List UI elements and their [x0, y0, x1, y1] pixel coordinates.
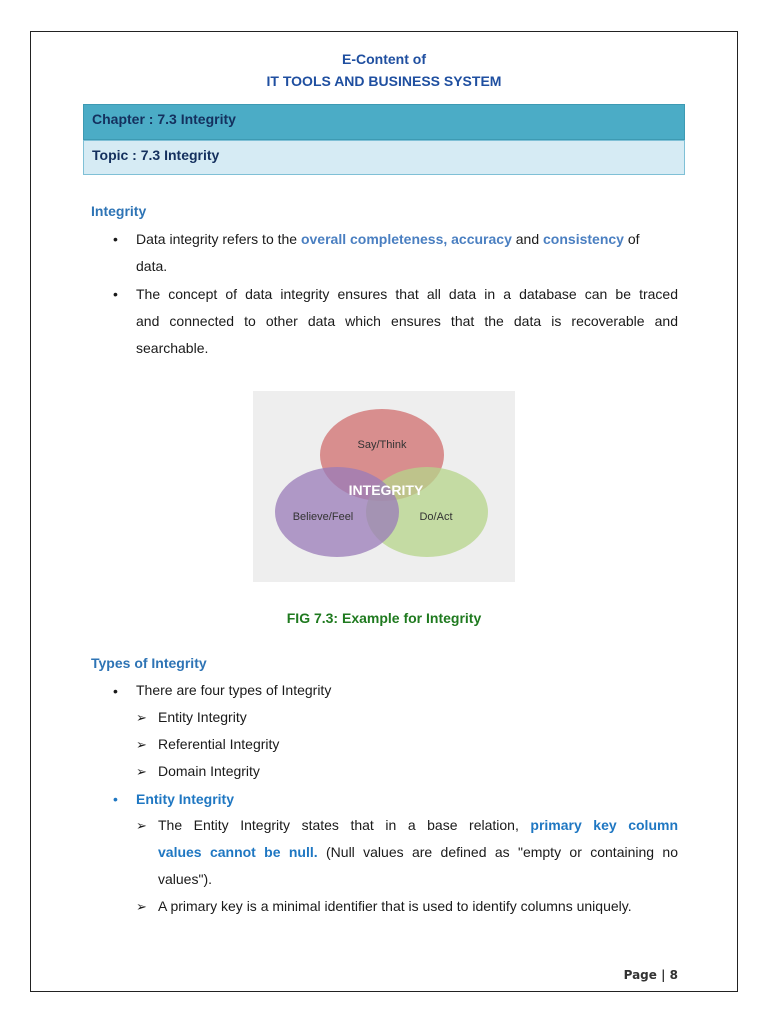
- bullet-dot: •: [113, 286, 118, 302]
- topic-label: Topic : 7.3 Integrity: [92, 147, 220, 163]
- bullet-dot: •: [113, 683, 118, 699]
- venn-diagram: [253, 391, 515, 582]
- arrow-bullet-icon: ➢: [136, 710, 147, 725]
- bullet-text-four-types: There are four types of Integrity: [136, 682, 332, 698]
- highlight-consistency: consistency: [543, 231, 624, 247]
- venn-label-do-act: Do/Act: [419, 511, 453, 523]
- entity-point-primary-key: A primary key is a minimal identifier that is used to identify columns uniquely.: [158, 898, 632, 914]
- bullet-text-concept: The concept of data integrity ensures that all data in a database can be traced and connected to other data which ensures that the data is recoverable and searchable.: [136, 286, 678, 356]
- type-entity-integrity: Entity Integrity: [158, 709, 247, 725]
- entity-point-null: The Entity Integrity states that in a base relation, primary key column values cannot be null. (Null values are defined as "empty or containing no values").: [158, 817, 678, 887]
- figure-caption: FIG 7.3: Example for Integrity: [286, 610, 482, 626]
- venn-label-say-think: Say/Think: [357, 439, 407, 451]
- page-number: Page | 8: [623, 968, 678, 982]
- arrow-bullet-icon: ➢: [136, 737, 147, 752]
- document-header-line1: E-Content of: [342, 51, 426, 67]
- chapter-label: Chapter : 7.3 Integrity: [92, 111, 236, 127]
- section-heading-integrity: Integrity: [91, 203, 147, 219]
- arrow-bullet-icon: ➢: [136, 764, 147, 779]
- type-referential-integrity: Referential Integrity: [158, 736, 280, 752]
- arrow-bullet-icon: ➢: [136, 818, 147, 833]
- chapter-bar: [83, 104, 685, 140]
- topic-bar: [83, 140, 685, 175]
- bullet-dot: •: [113, 231, 118, 247]
- bullet-text-definition: Data integrity refers to the overall completeness, accuracy and consistency of data.: [136, 231, 640, 274]
- integrity-venn-figure: [253, 391, 515, 582]
- highlight-primary-key: primary key column: [530, 817, 678, 833]
- arrow-bullet-icon: ➢: [136, 899, 147, 914]
- venn-label-believe-feel: Believe/Feel: [292, 511, 354, 523]
- section-heading-types: Types of Integrity: [91, 655, 207, 671]
- document-header-title: IT TOOLS AND BUSINESS SYSTEM: [266, 73, 502, 89]
- highlight-completeness: overall completeness, accuracy: [300, 231, 512, 247]
- venn-center-label: INTEGRITY: [348, 482, 424, 498]
- bullet-dot: •: [113, 791, 118, 807]
- highlight-cannot-be-null: values cannot be null.: [158, 844, 318, 860]
- entity-integrity-heading: Entity Integrity: [136, 791, 235, 807]
- type-domain-integrity: Domain Integrity: [158, 763, 260, 779]
